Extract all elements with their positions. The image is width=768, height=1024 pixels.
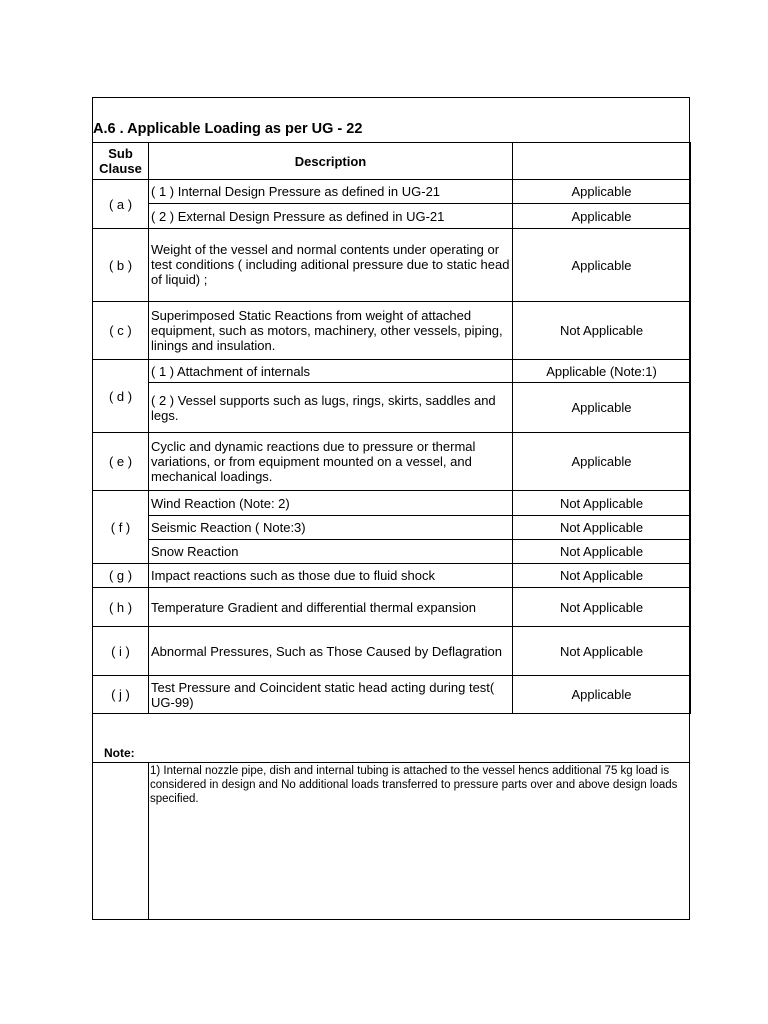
row-description: Weight of the vessel and normal contents under operating or test conditions ( including aditional pressure due to static head of liquid) ; xyxy=(149,229,513,302)
table-row xyxy=(93,491,691,516)
row-status: Not Applicable xyxy=(513,540,691,564)
row-description: Abnormal Pressures, Such as Those Caused by Deflagration xyxy=(149,627,513,676)
table-row xyxy=(93,229,691,302)
row-status: Applicable xyxy=(513,383,691,433)
table-row xyxy=(93,540,691,564)
header-description: Description xyxy=(149,143,513,180)
clause-j: ( j ) xyxy=(93,676,149,714)
clause-i: ( i ) xyxy=(93,627,149,676)
row-description: ( 1 ) Attachment of internals xyxy=(149,360,513,383)
note-column-divider xyxy=(148,762,149,920)
row-status: Not Applicable xyxy=(513,491,691,516)
row-description: Seismic Reaction ( Note:3) xyxy=(149,516,513,540)
row-status: Applicable (Note:1) xyxy=(513,360,691,383)
note-text: 1) Internal nozzle pipe, dish and internal tubing is attached to the vessel hencs additional 75 kg load is considered in design and No additional loads transferred to pressure parts over and above design loads specified. xyxy=(150,765,678,805)
row-description: Snow Reaction xyxy=(149,540,513,564)
row-description: ( 2 ) Vessel supports such as lugs, rings, skirts, saddles and legs. xyxy=(149,383,513,433)
row-description: Impact reactions such as those due to fluid shock xyxy=(149,564,513,588)
table-row xyxy=(93,564,691,588)
table-header-row xyxy=(93,143,691,180)
row-description: ( 1 ) Internal Design Pressure as defined in UG-21 xyxy=(149,180,513,204)
table-row xyxy=(93,204,691,229)
section-title: A.6 . Applicable Loading as per UG - 22 xyxy=(93,121,363,137)
row-status: Not Applicable xyxy=(513,302,691,360)
clause-f: ( f ) xyxy=(93,491,149,564)
clause-g: ( g ) xyxy=(93,564,149,588)
table-row xyxy=(93,676,691,714)
row-description: Test Pressure and Coincident static head acting during test( UG-99) xyxy=(149,676,513,714)
row-status: Not Applicable xyxy=(513,588,691,627)
table-row xyxy=(93,627,691,676)
row-status: Applicable xyxy=(513,433,691,491)
row-status: Not Applicable xyxy=(513,564,691,588)
row-status: Applicable xyxy=(513,204,691,229)
row-description: Superimposed Static Reactions from weight of attached equipment, such as motors, machinery, other vessels, piping, linings and insulation. xyxy=(149,302,513,360)
table-row xyxy=(93,383,691,433)
header-sub-clause: Sub Clause xyxy=(93,143,149,180)
row-status: Applicable xyxy=(513,180,691,204)
clause-e: ( e ) xyxy=(93,433,149,491)
table-row xyxy=(93,516,691,540)
table-row xyxy=(93,180,691,204)
row-status: Not Applicable xyxy=(513,627,691,676)
header-status xyxy=(513,143,691,180)
row-status: Applicable xyxy=(513,676,691,714)
clause-c: ( c ) xyxy=(93,302,149,360)
row-status: Applicable xyxy=(513,229,691,302)
note-label: Note: xyxy=(104,746,135,760)
row-description: Cyclic and dynamic reactions due to pressure or thermal variations, or from equipment mounted on a vessel, and mechanical loadings. xyxy=(149,433,513,491)
clause-d: ( d ) xyxy=(93,360,149,433)
row-status: Not Applicable xyxy=(513,516,691,540)
table-row xyxy=(93,360,691,383)
table-row xyxy=(93,433,691,491)
table-row xyxy=(93,588,691,627)
clause-b: ( b ) xyxy=(93,229,149,302)
row-description: Temperature Gradient and differential thermal expansion xyxy=(149,588,513,627)
clause-h: ( h ) xyxy=(93,588,149,627)
loading-table xyxy=(92,142,691,714)
table-row xyxy=(93,302,691,360)
clause-a: ( a ) xyxy=(93,180,149,229)
note-divider xyxy=(92,762,690,763)
row-description: Wind Reaction (Note: 2) xyxy=(149,491,513,516)
row-description: ( 2 ) External Design Pressure as defined in UG-21 xyxy=(149,204,513,229)
